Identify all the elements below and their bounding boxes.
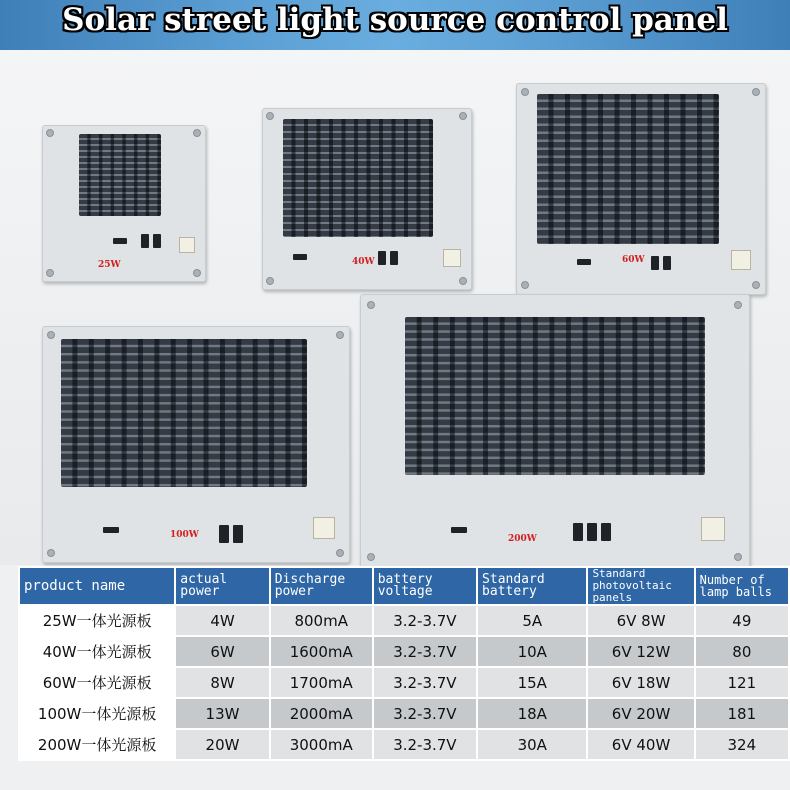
mount-hole [752,281,760,289]
header-discharge-power: Discharge power [270,567,373,605]
header-product-name: product name [19,567,175,605]
header-actual-power: actual power [175,567,269,605]
cell-standard-battery: 15A [477,667,587,698]
cell-lamp-balls: 181 [695,698,789,729]
led-array [79,134,161,216]
led-array [283,119,433,237]
caption-100w: 100W [170,530,199,540]
cell-pv-panels: 6V 40W [587,729,694,760]
table-row [19,729,789,760]
table-row [19,698,789,729]
product-photo-area [0,50,790,565]
cell-battery-voltage: 3.2-3.7V [373,605,477,636]
mount-hole [367,301,375,309]
table-header-row [19,567,789,605]
control-chip [378,251,386,265]
mount-hole [734,301,742,309]
cell-actual-power: 13W [175,698,269,729]
header-lamp-balls: Number of lamp balls [695,567,789,605]
table-row [19,636,789,667]
cell-pv-panels: 6V 12W [587,636,694,667]
mount-hole [266,277,274,285]
control-chip [577,259,591,265]
led-array [61,339,307,487]
cell-discharge-power: 1700mA [270,667,373,698]
cell-discharge-power: 3000mA [270,729,373,760]
cell-product-name: 100W一体光源板 [19,698,175,729]
control-chip [233,525,243,543]
cell-pv-panels: 6V 8W [587,605,694,636]
mount-hole [193,269,201,277]
mount-hole [521,281,529,289]
cell-actual-power: 6W [175,636,269,667]
control-chip [113,238,127,244]
mount-hole [46,269,54,277]
cell-lamp-balls: 121 [695,667,789,698]
cell-actual-power: 20W [175,729,269,760]
control-chip [153,234,161,248]
header-standard-battery: Standard battery [477,567,587,605]
caption-60w: 60W [622,255,645,265]
mount-hole [521,88,529,96]
cell-actual-power: 8W [175,667,269,698]
cell-product-name: 200W一体光源板 [19,729,175,760]
led-board-100w [42,326,350,563]
led-array [537,94,719,244]
caption-40w: 40W [352,257,375,267]
led-board-200w [360,294,750,568]
power-connector [313,517,335,539]
cell-battery-voltage: 3.2-3.7V [373,729,477,760]
control-chip [390,251,398,265]
control-chip [103,527,119,533]
control-chip [141,234,149,248]
spec-table [18,566,790,761]
cell-product-name: 60W一体光源板 [19,667,175,698]
cell-lamp-balls: 49 [695,605,789,636]
table-row [19,667,789,698]
control-chip [651,256,659,270]
cell-battery-voltage: 3.2-3.7V [373,636,477,667]
cell-battery-voltage: 3.2-3.7V [373,698,477,729]
cell-discharge-power: 2000mA [270,698,373,729]
control-chip [573,523,583,541]
mount-hole [734,553,742,561]
cell-standard-battery: 5A [477,605,587,636]
power-connector [179,237,195,253]
cell-product-name: 25W一体光源板 [19,605,175,636]
mount-hole [752,88,760,96]
mount-hole [46,129,54,137]
cell-product-name: 40W一体光源板 [19,636,175,667]
power-connector [701,517,725,541]
control-chip [587,523,597,541]
cell-standard-battery: 30A [477,729,587,760]
control-chip [219,525,229,543]
led-board-25w [42,125,206,282]
control-chip [293,254,307,260]
cell-lamp-balls: 324 [695,729,789,760]
cell-discharge-power: 800mA [270,605,373,636]
header-battery-voltage: battery voltage [373,567,477,605]
power-connector [731,250,751,270]
table-row [19,605,789,636]
mount-hole [367,553,375,561]
cell-battery-voltage: 3.2-3.7V [373,667,477,698]
page-title: Solar street light source control panel [62,2,728,38]
mount-hole [459,277,467,285]
control-chip [451,527,467,533]
cell-discharge-power: 1600mA [270,636,373,667]
cell-actual-power: 4W [175,605,269,636]
mount-hole [459,112,467,120]
mount-hole [266,112,274,120]
mount-hole [336,549,344,557]
mount-hole [193,129,201,137]
mount-hole [336,331,344,339]
caption-25w: 25W [98,260,121,270]
mount-hole [47,331,55,339]
control-chip [601,523,611,541]
cell-pv-panels: 6V 18W [587,667,694,698]
cell-lamp-balls: 80 [695,636,789,667]
caption-200w: 200W [508,534,537,544]
power-connector [443,249,461,267]
mount-hole [47,549,55,557]
cell-pv-panels: 6V 20W [587,698,694,729]
cell-standard-battery: 10A [477,636,587,667]
control-chip [663,256,671,270]
cell-standard-battery: 18A [477,698,587,729]
header-pv-panels: Standard photovoltaic panels [587,567,694,605]
led-array [405,317,705,475]
